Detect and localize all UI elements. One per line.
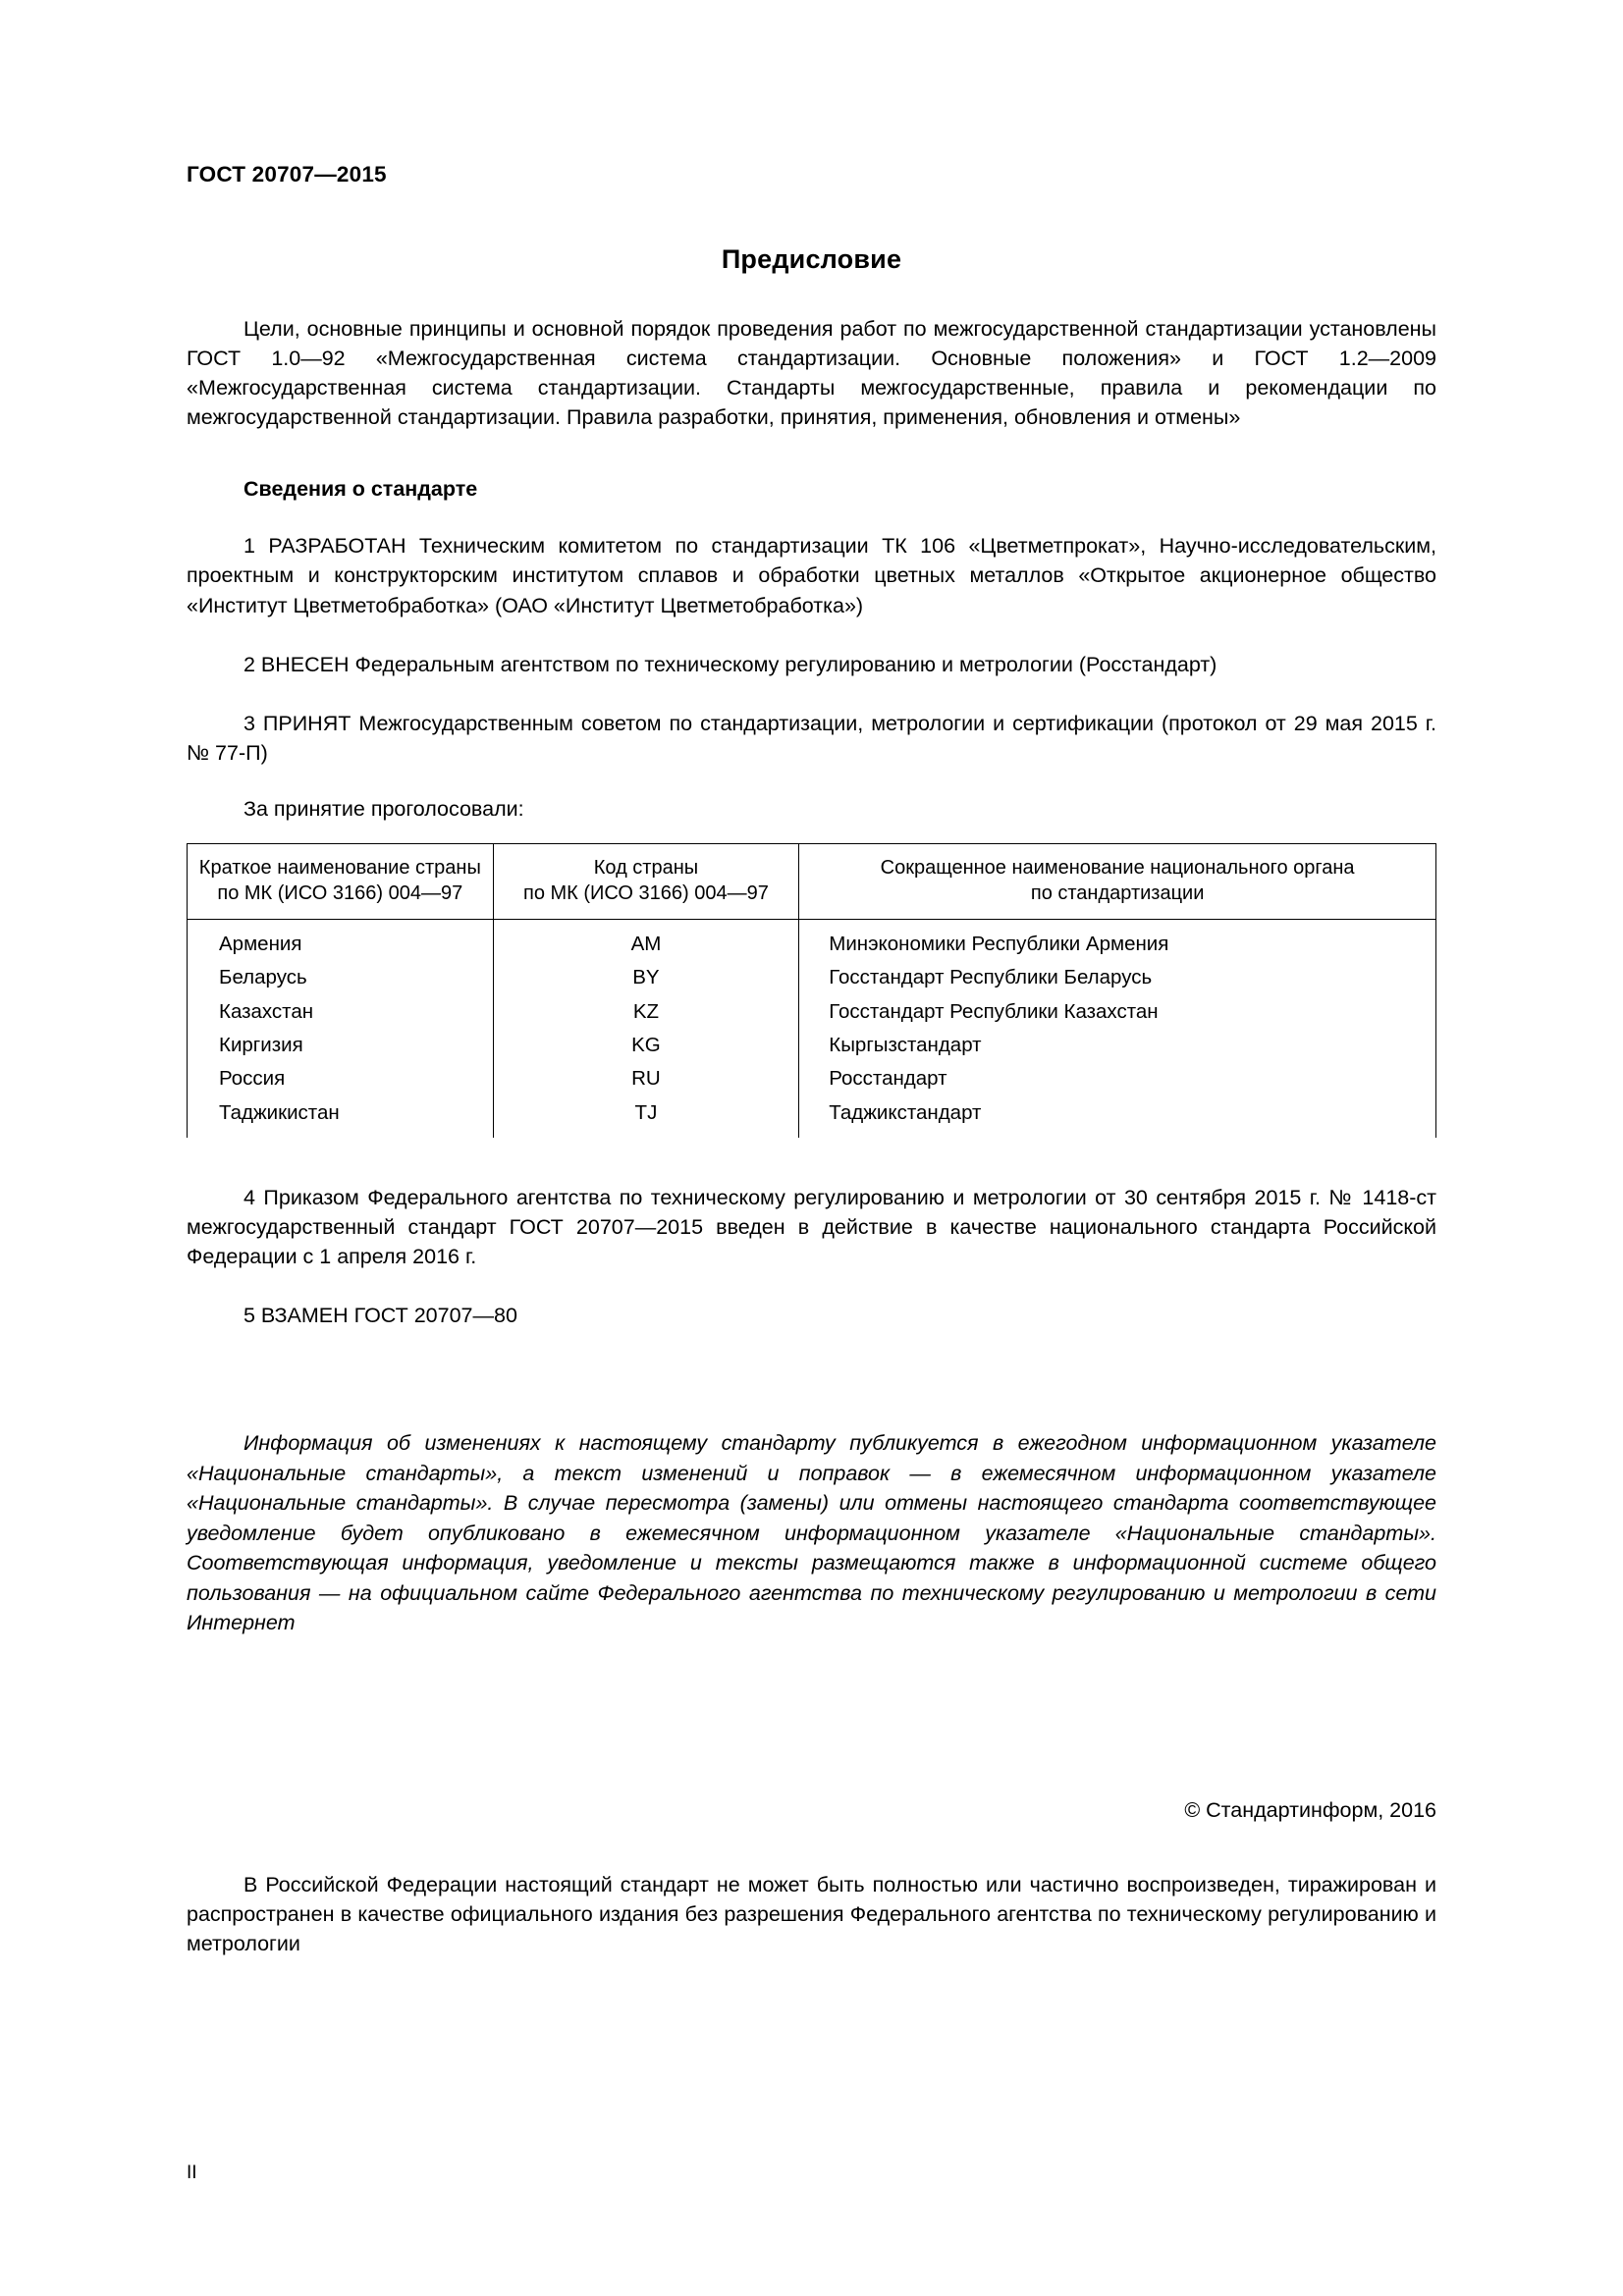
- cell-country-name: Беларусь: [188, 961, 494, 994]
- table-row: [188, 1096, 1436, 1138]
- column-header-org: [799, 843, 1436, 919]
- document-standard-number: ГОСТ 20707—2015: [187, 162, 387, 187]
- standard-info-heading: Сведения о стандарте: [243, 477, 478, 502]
- standard-info-item-3: 3 ПРИНЯТ Межгосударственным советом по стандартизации, метрологии и сертификации (протокол от 29 мая 2015 г. № 77-П): [187, 711, 1436, 765]
- cell-country-code: KG: [493, 1029, 799, 1062]
- cell-country-org: Минэкономики Республики Армения: [799, 919, 1436, 961]
- table-header-row: [188, 843, 1436, 919]
- cell-country-org: Кыргызстандарт: [799, 1029, 1436, 1062]
- cell-country-name: Казахстан: [188, 995, 494, 1029]
- cell-country-org: Росстандарт: [799, 1062, 1436, 1095]
- cell-country-org: Госстандарт Республики Казахстан: [799, 995, 1436, 1029]
- standard-info-item-4: 4 Приказом Федерального агентства по техническому регулированию и метрологии от 30 сентября 2015 г. № 1418-ст межгосударственный стандарт ГОСТ 20707—2015 введен в действие в качестве национального стандарта Российской Федерации с 1 апреля 2016 г.: [187, 1185, 1436, 1269]
- vote-line: За принятие проголосовали:: [243, 796, 524, 821]
- standard-info-item-5: 5 ВЗАМЕН ГОСТ 20707—80: [243, 1304, 517, 1328]
- cell-country-org: Госстандарт Республики Беларусь: [799, 961, 1436, 994]
- column-header-code: [493, 843, 799, 919]
- cell-country-name: Киргизия: [188, 1029, 494, 1062]
- cell-country-code: RU: [493, 1062, 799, 1095]
- cell-country-name: Армения: [188, 919, 494, 961]
- cell-country-org: Таджикстандарт: [799, 1096, 1436, 1138]
- column-header-org-line2: по стандартизации: [1030, 881, 1205, 904]
- cell-country-code: KZ: [493, 995, 799, 1029]
- table-row: [188, 1062, 1436, 1095]
- foreword-intro-paragraph: Цели, основные принципы и основной порядок проведения работ по межгосударственной стандартизации установлены ГОСТ 1.0—92 «Межгосударственная система стандартизации. Основные положения» и ГОСТ 1.2—2009 «Межгосударственная система стандартизации. Стандарты межгосударственные, правила и рекомендации по межгосударственной стандартизации. Правила разработки, принятия, применения, обновления и отмены»: [187, 317, 1436, 430]
- table-row: [188, 961, 1436, 994]
- column-header-code-line1: Код страны: [593, 856, 699, 879]
- column-header-org-line1: Сокращенное наименование национального органа: [880, 856, 1355, 879]
- cell-country-code: AM: [493, 919, 799, 961]
- column-header-country-line1: Краткое наименование страны: [198, 856, 481, 879]
- reproduction-notice: В Российской Федерации настоящий стандарт не может быть полностью или частично воспроизведен, тиражирован и распространен в качестве официального издания без разрешения Федерального агентства по техническому регулированию и метрологии: [187, 1872, 1436, 1956]
- cell-country-code: BY: [493, 961, 799, 994]
- column-header-country: [188, 843, 494, 919]
- cell-country-name: Россия: [188, 1062, 494, 1095]
- cell-country-name: Таджикистан: [188, 1096, 494, 1138]
- page-title: Предисловие: [721, 244, 902, 274]
- amendment-notice: [187, 1428, 1436, 1638]
- page-number: II: [187, 2163, 197, 2183]
- cell-country-code: TJ: [493, 1096, 799, 1138]
- column-header-country-line2: по МК (ИСО 3166) 004—97: [217, 881, 463, 904]
- column-header-code-line2: по МК (ИСО 3166) 004—97: [523, 881, 769, 904]
- standard-info-item-2: 2 ВНЕСЕН Федеральным агентством по техническому регулированию и метрологии (Росстандарт): [243, 652, 1217, 676]
- countries-table: [187, 843, 1436, 1138]
- table-row: [188, 995, 1436, 1029]
- table-row: [188, 1029, 1436, 1062]
- standard-info-item-1: 1 РАЗРАБОТАН Техническим комитетом по стандартизации ТК 106 «Цветметпрокат», Научно-исследовательским, проектным и конструкторским институтом сплавов и обработки цветных металлов «Открытое акционерное общество «Институт Цветметобработка» (ОАО «Институт Цветметобработка»): [187, 534, 1436, 617]
- amendment-notice-text: Информация об изменениях к настоящему стандарту публикуется в ежегодном информационном указателе «Национальные стандарты», а текст изменений и поправок — в ежемесячном информационном указателе «Национальные стандарты». В случае пересмотра (замены) или отмены настоящего стандарта соответствующее уведомление будет опубликовано в ежемесячном информационном указателе «Национальные стандарты». Соответствующая информация, уведомление и тексты размещаются также в информационной системе общего пользования — на официальном сайте Федерального агентства по техническому регулированию и метрологии в сети Интернет: [187, 1431, 1436, 1635]
- table-row: [188, 919, 1436, 961]
- copyright-line: © Стандартинформ, 2016: [1184, 1797, 1436, 1822]
